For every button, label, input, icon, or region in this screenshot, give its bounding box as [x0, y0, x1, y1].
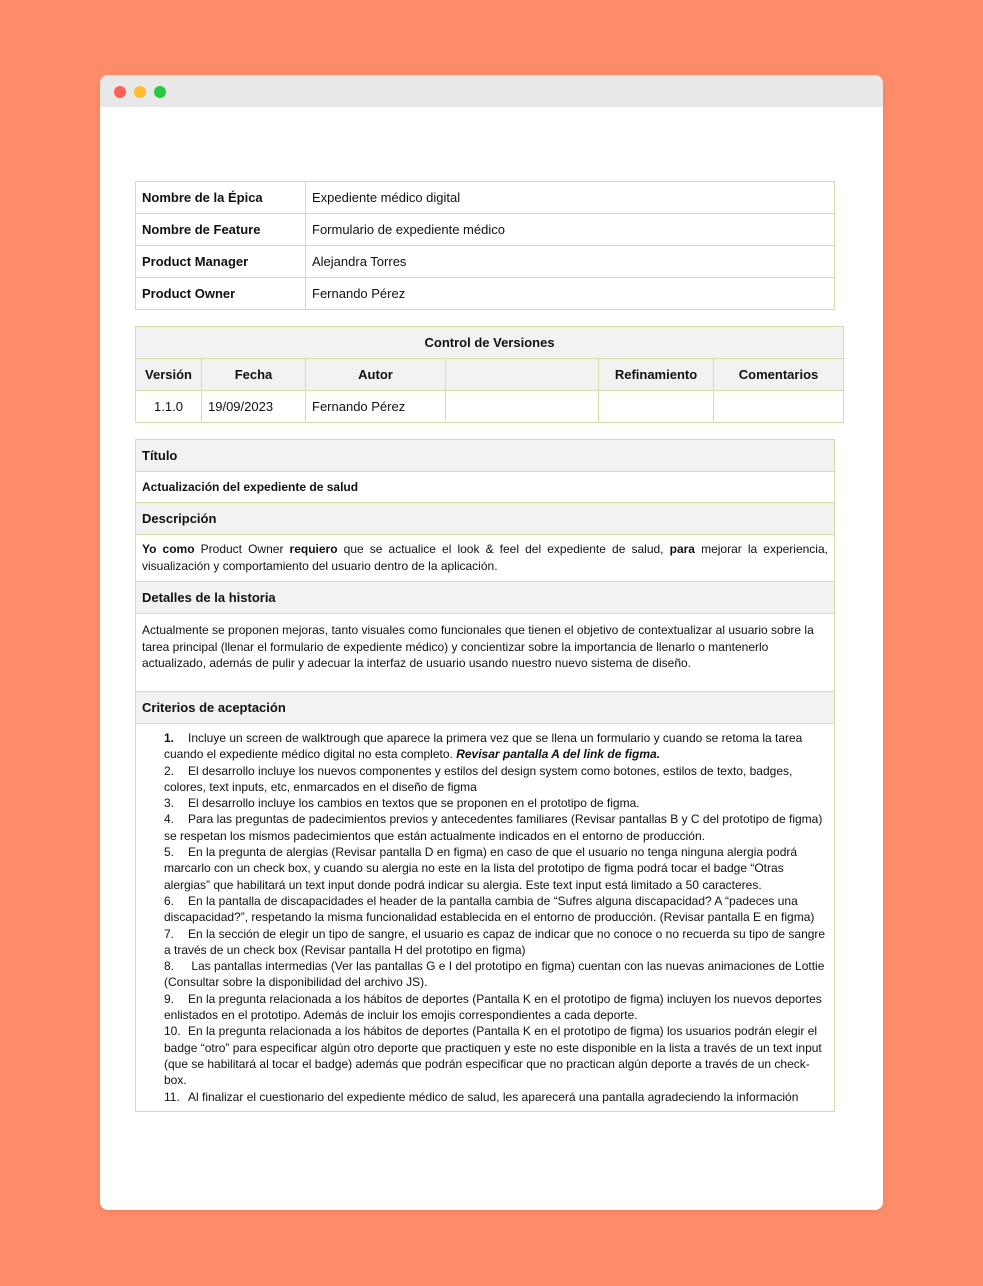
criteria-text: El desarrollo incluye los nuevos componentes y estilos del design system como botones, estilos de texto, badges, colores, text inputs, etc, enmarcados en el diseño de figma: [164, 763, 793, 794]
list-item: [164, 1089, 828, 1105]
list-item: [164, 730, 828, 763]
criteria-number: 2.: [164, 763, 175, 778]
info-value: Alejandra Torres: [306, 246, 835, 278]
criteria-text: En la pregunta relacionada a los hábitos de deportes (Pantalla K en el prototipo de figma) los usuarios podrán elegir el badge “otro” para especificar algún otro deporte que practiquen y este no este disponible en la lista a través de un text input (que se habilitará al tocar el badge) además que podrán especificar que no practican algún deporte a través de un check-box.: [164, 1024, 822, 1088]
comments-cell: [714, 391, 844, 423]
criteria-number: 10.: [164, 1024, 181, 1039]
acceptance-criteria: [136, 724, 835, 1112]
list-item: [164, 844, 828, 893]
criteria-number: 11.: [164, 1089, 180, 1104]
table-header-row: [136, 359, 844, 391]
empty-cell: [446, 391, 599, 423]
table-row: [136, 214, 835, 246]
close-window-icon[interactable]: [114, 86, 126, 98]
author-cell: Fernando Pérez: [306, 391, 446, 423]
list-item: [164, 763, 828, 796]
list-item: [164, 991, 828, 1024]
story-details: Actualmente se proponen mejoras, tanto visuales como funcionales que tienen el objetivo de contextualizar al usuario sobre la tarea principal (llenar el formulario de expediente médico) y concientizar sobre la importancia de llenarlo o mantenerlo actualizado, además de pulir y adecuar la interfaz de usuario usando nuestro nuevo sistema de diseño.: [136, 614, 835, 692]
criteria-number: 1.: [164, 731, 175, 745]
window-titlebar: [100, 75, 883, 107]
column-header: Refinamiento: [599, 359, 714, 391]
criteria-number: 6.: [164, 893, 175, 908]
table-row: [136, 182, 835, 214]
table-row: [136, 327, 844, 359]
criteria-text: Las pantallas intermedias (Ver las pantallas G e I del prototipo en figma) cuentan con las nuevas animaciones de Lottie (Consultar sobre la disponibilidad del archivo JS).: [164, 959, 825, 990]
desc-que: que se actualice el look & feel del expediente de salud,: [337, 542, 670, 556]
info-label: Nombre de Feature: [136, 214, 306, 246]
criteria-number: 3.: [164, 796, 175, 811]
version-cell: 1.1.0: [136, 391, 202, 423]
epic-info-table: [135, 181, 835, 310]
story-title: Actualización del expediente de salud: [136, 472, 835, 503]
criteria-number: 4.: [164, 812, 175, 827]
desc-requiero: requiero: [289, 542, 338, 556]
story-description: [136, 535, 835, 582]
column-header: Autor: [306, 359, 446, 391]
list-item: [164, 926, 828, 959]
criteria-text: Al finalizar el cuestionario del expediente médico de salud, les aparecerá una pantalla agradeciendo la información: [188, 1089, 799, 1104]
list-item: [164, 893, 828, 926]
table-row: [136, 246, 835, 278]
criteria-number: 7.: [164, 926, 175, 941]
refinement-cell: [599, 391, 714, 423]
info-label: Product Manager: [136, 246, 306, 278]
date-cell: 19/09/2023: [202, 391, 306, 423]
version-table-title: Control de Versiones: [136, 327, 844, 359]
table-row: [136, 391, 844, 423]
maximize-window-icon[interactable]: [154, 86, 166, 98]
info-value: Formulario de expediente médico: [306, 214, 835, 246]
desc-resto: mejorar la experiencia, visualización y comportamiento del usuario dentro de la aplicación.: [142, 542, 828, 573]
list-item: [164, 811, 828, 844]
column-header: Versión: [136, 359, 202, 391]
list-item: [164, 958, 828, 991]
minimize-window-icon[interactable]: [134, 86, 146, 98]
info-label: Nombre de la Épica: [136, 182, 306, 214]
column-header: Fecha: [202, 359, 306, 391]
criteria-text: Incluye un screen de walktrough que aparece la primera vez que se llena un formulario y cuando se retoma la tarea cuando el expediente médico digital no esta completo.: [164, 731, 803, 762]
criteria-text: En la sección de elegir un tipo de sangre, el usuario es capaz de indicar que no conoce o no recuerda su tipo de sangre a través de un check box (Revisar pantalla H del prototipo en figma): [164, 926, 826, 957]
document-window: [100, 75, 883, 1210]
criteria-number: 5.: [164, 845, 175, 860]
description-section-header: Descripción: [136, 503, 835, 535]
criteria-number: 8.: [164, 959, 175, 974]
criteria-number: 9.: [164, 991, 175, 1006]
version-control-table: [135, 326, 844, 423]
user-story-table: [135, 439, 835, 1112]
criteria-emphasis: Revisar pantalla A del link de figma.: [456, 747, 661, 762]
list-item: [164, 1023, 828, 1088]
criteria-text: En la pregunta de alergias (Revisar pantalla D en figma) en caso de que el usuario no tenga ninguna alergia podrá marcarlo con un check box, y cuando su alergia no este en la lista del prototipo de figma podrá tocar el badge “Otras alergias” que habilitará un text input donde podrá indicar su alergia. Este text input está limitado a 50 caracteres.: [164, 845, 798, 892]
desc-yo-como: Yo como: [142, 542, 195, 556]
column-header: [446, 359, 599, 391]
details-section-header: Detalles de la historia: [136, 582, 835, 614]
desc-para: para: [669, 542, 695, 556]
criteria-text: En la pregunta relacionada a los hábitos de deportes (Pantalla K en el prototipo de figma) incluyen los nuevos deportes enlistados en el prototipo. Además de incluir los emojis correspondientes a cada deporte.: [164, 991, 822, 1023]
criteria-text: En la pantalla de discapacidades el header de la pantalla cambia de “Sufres alguna discapacidad? A “padeces una discapacidad?”, respetando la misma funcionalidad establecida en el entorno de producción. (Revisar pantalla E en figma): [164, 893, 815, 925]
criteria-text: El desarrollo incluye los cambios en textos que se proponen en el prototipo de figma.: [188, 796, 640, 811]
info-label: Product Owner: [136, 278, 306, 310]
title-section-header: Título: [136, 440, 835, 472]
desc-rol: Product Owner: [194, 542, 290, 556]
table-row: [136, 278, 835, 310]
list-item: [164, 795, 828, 811]
info-value: Expediente médico digital: [306, 182, 835, 214]
column-header: Comentarios: [714, 359, 844, 391]
criteria-text: Para las preguntas de padecimientos previos y antecedentes familiares (Revisar pantallas B y C del prototipo de figma) se respetan los mismos padecimientos que están actualmente indicados en el entorno de producción.: [164, 812, 823, 843]
info-value: Fernando Pérez: [306, 278, 835, 310]
criteria-section-header: Criterios de aceptación: [136, 692, 835, 724]
